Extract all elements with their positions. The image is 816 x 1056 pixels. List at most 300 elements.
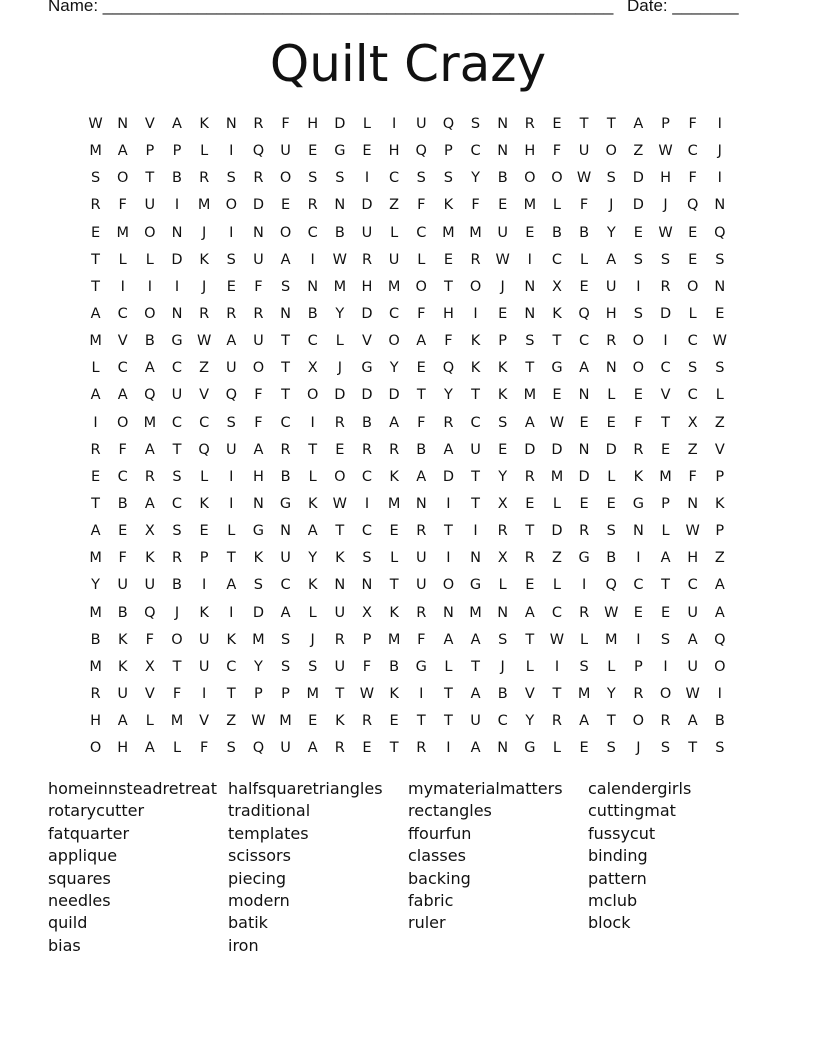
grid-letter: U bbox=[198, 631, 210, 648]
grid-letter: N bbox=[415, 495, 427, 512]
grid-letter: R bbox=[144, 468, 155, 485]
grid-letter: Y bbox=[335, 305, 345, 322]
grid-letter: K bbox=[253, 550, 264, 567]
grid-letter: N bbox=[334, 577, 346, 594]
word-list-item: quild bbox=[48, 913, 88, 933]
grid-letter: G bbox=[361, 360, 373, 377]
grid-letter: T bbox=[335, 523, 345, 540]
grid-letter: E bbox=[443, 251, 453, 268]
grid-letter: T bbox=[443, 523, 453, 540]
grid-letter: N bbox=[714, 278, 726, 295]
grid-letter: I bbox=[229, 143, 234, 160]
grid-letter: X bbox=[144, 523, 155, 540]
grid-letter: W bbox=[576, 170, 592, 187]
grid-letter: S bbox=[498, 631, 508, 648]
grid-letter: U bbox=[198, 658, 210, 675]
grid-letter: O bbox=[686, 278, 699, 295]
grid-letter: C bbox=[497, 713, 508, 730]
grid-letter: Z bbox=[389, 197, 400, 214]
grid-letter: U bbox=[470, 441, 481, 458]
grid-letter: E bbox=[606, 414, 616, 431]
word-list-item: block bbox=[588, 913, 631, 933]
grid-letter: S bbox=[525, 333, 535, 350]
grid-letter: H bbox=[117, 740, 129, 757]
grid-row bbox=[82, 600, 733, 627]
grid-letter: Q bbox=[198, 441, 210, 458]
grid-letter: S bbox=[90, 170, 101, 187]
grid-letter: E bbox=[498, 441, 508, 458]
grid-letter: Y bbox=[606, 685, 616, 702]
grid-letter: A bbox=[144, 441, 155, 458]
grid-letter: D bbox=[632, 197, 644, 214]
grid-letter: S bbox=[280, 658, 291, 675]
grid-letter: I bbox=[120, 278, 125, 295]
grid-letter: F bbox=[688, 116, 697, 132]
grid-letter: L bbox=[552, 740, 561, 757]
grid-letter: T bbox=[172, 441, 182, 458]
grid-letter: J bbox=[717, 143, 722, 160]
grid-letter: N bbox=[171, 305, 183, 322]
grid-letter: L bbox=[688, 305, 697, 322]
grid-letter: V bbox=[524, 685, 535, 702]
grid-letter: R bbox=[416, 604, 427, 621]
grid-letter: M bbox=[89, 604, 102, 621]
grid-letter: T bbox=[525, 631, 535, 648]
grid-letter: I bbox=[364, 495, 370, 512]
grid-letter: C bbox=[361, 523, 373, 540]
grid-letter: K bbox=[117, 658, 128, 675]
grid-letter: Q bbox=[605, 577, 617, 594]
grid-letter: W bbox=[251, 713, 266, 730]
grid-letter: Q bbox=[714, 631, 726, 648]
grid-letter: D bbox=[334, 116, 346, 132]
grid-letter: S bbox=[172, 523, 182, 540]
grid-letter: N bbox=[225, 116, 237, 132]
grid-letter: M bbox=[659, 468, 672, 485]
grid-letter: E bbox=[362, 740, 372, 757]
grid-letter: M bbox=[387, 495, 401, 512]
grid-letter: K bbox=[199, 495, 209, 512]
grid-row bbox=[82, 735, 733, 762]
grid-letter: H bbox=[605, 305, 617, 322]
grid-letter: J bbox=[337, 360, 342, 377]
grid-letter: A bbox=[633, 116, 644, 132]
grid-letter: V bbox=[199, 387, 210, 404]
grid-letter: X bbox=[687, 414, 698, 431]
grid-letter: R bbox=[334, 631, 345, 648]
grid-letter: M bbox=[387, 631, 401, 648]
word-list-item: fatquarter bbox=[48, 823, 130, 843]
grid-letter: S bbox=[226, 170, 236, 187]
grid-letter: A bbox=[524, 604, 535, 621]
grid-letter: P bbox=[362, 631, 372, 648]
grid-letter: C bbox=[226, 658, 237, 675]
grid-letter: E bbox=[362, 143, 372, 160]
grid-letter: N bbox=[280, 305, 291, 322]
grid-letter: O bbox=[117, 170, 129, 187]
grid-letter: O bbox=[415, 278, 427, 295]
word-list-item: rectangles bbox=[408, 801, 492, 821]
word-list-item: ffourfun bbox=[408, 823, 472, 843]
grid-letter: Q bbox=[714, 224, 726, 241]
grid-letter: I bbox=[310, 251, 315, 268]
grid-letter: A bbox=[280, 604, 291, 621]
grid-letter: H bbox=[442, 305, 454, 322]
grid-row bbox=[82, 165, 733, 192]
grid-letter: G bbox=[469, 577, 482, 594]
grid-letter: S bbox=[308, 170, 318, 187]
letter-grid bbox=[82, 111, 733, 762]
word-column bbox=[228, 778, 408, 957]
grid-letter: E bbox=[416, 360, 426, 377]
grid-letter: S bbox=[660, 631, 671, 648]
grid-letter: G bbox=[279, 495, 292, 512]
grid-letter: S bbox=[280, 278, 291, 295]
grid-letter: R bbox=[171, 550, 183, 567]
grid-letter: L bbox=[172, 740, 182, 757]
grid-letter: I bbox=[636, 550, 641, 567]
word-list-item: cuttingmat bbox=[588, 801, 676, 821]
grid-letter: L bbox=[145, 713, 154, 730]
grid-letter: M bbox=[577, 685, 591, 702]
grid-letter: H bbox=[252, 468, 264, 485]
grid-letter: N bbox=[252, 224, 264, 241]
grid-letter: O bbox=[279, 224, 292, 241]
grid-row bbox=[82, 301, 733, 328]
grid-letter: J bbox=[609, 197, 614, 214]
grid-letter: S bbox=[470, 116, 481, 132]
grid-letter: S bbox=[688, 360, 698, 377]
grid-letter: I bbox=[473, 305, 478, 322]
grid-letter: P bbox=[172, 143, 182, 160]
grid-letter: Q bbox=[442, 116, 455, 132]
grid-letter: I bbox=[663, 333, 668, 350]
grid-letter: U bbox=[687, 658, 698, 675]
grid-letter: E bbox=[579, 278, 589, 295]
grid-letter: C bbox=[687, 387, 698, 404]
grid-letter: W bbox=[658, 224, 673, 241]
grid-letter: Z bbox=[714, 550, 725, 567]
grid-letter: K bbox=[497, 360, 508, 377]
grid-letter: I bbox=[717, 116, 722, 132]
grid-letter: E bbox=[498, 305, 508, 322]
grid-letter: K bbox=[389, 468, 399, 485]
grid-letter: R bbox=[90, 685, 101, 702]
grid-letter: O bbox=[171, 631, 183, 648]
word-list-item: fabric bbox=[408, 890, 454, 910]
grid-letter: F bbox=[417, 197, 426, 214]
grid-letter: L bbox=[444, 658, 453, 675]
grid-letter: R bbox=[470, 251, 481, 268]
grid-letter: P bbox=[254, 685, 263, 702]
grid-letter: R bbox=[416, 740, 427, 757]
grid-letter: K bbox=[470, 360, 481, 377]
grid-letter: C bbox=[470, 143, 481, 160]
grid-letter: R bbox=[633, 441, 644, 458]
grid-letter: A bbox=[90, 387, 101, 404]
word-list-item: iron bbox=[228, 935, 259, 955]
grid-letter: I bbox=[446, 550, 451, 567]
grid-letter: A bbox=[117, 143, 128, 160]
grid-letter: R bbox=[443, 414, 454, 431]
grid-letter: A bbox=[90, 305, 101, 322]
word-list-item: backing bbox=[408, 868, 471, 888]
grid-letter: D bbox=[578, 468, 590, 485]
grid-letter: A bbox=[280, 251, 291, 268]
grid-letter: L bbox=[498, 577, 507, 594]
grid-letter: O bbox=[117, 414, 129, 431]
grid-row bbox=[82, 572, 733, 599]
grid-letter: N bbox=[470, 550, 481, 567]
grid-letter: T bbox=[91, 278, 100, 295]
grid-letter: F bbox=[172, 685, 182, 702]
grid-letter: C bbox=[551, 251, 563, 268]
grid-letter: C bbox=[171, 360, 183, 377]
grid-letter: R bbox=[334, 740, 345, 757]
grid-letter: T bbox=[335, 685, 345, 702]
grid-letter: R bbox=[361, 251, 373, 268]
grid-letter: F bbox=[579, 197, 589, 214]
grid-letter: M bbox=[550, 468, 564, 485]
grid-row bbox=[82, 247, 733, 274]
grid-letter: A bbox=[226, 333, 237, 350]
grid-letter: R bbox=[606, 333, 617, 350]
grid-letter: U bbox=[144, 197, 156, 214]
grid-letter: O bbox=[551, 170, 563, 187]
grid-letter: B bbox=[714, 713, 725, 730]
grid-letter: B bbox=[280, 468, 291, 485]
grid-letter: T bbox=[443, 278, 453, 295]
grid-letter: F bbox=[471, 197, 480, 214]
grid-letter: P bbox=[281, 685, 290, 702]
grid-letter: Y bbox=[606, 224, 616, 241]
grid-letter: W bbox=[658, 143, 673, 160]
grid-letter: A bbox=[117, 387, 128, 404]
grid-letter: C bbox=[687, 577, 698, 594]
grid-letter: W bbox=[685, 523, 700, 540]
grid-letter: R bbox=[253, 116, 264, 132]
grid-letter: C bbox=[307, 224, 318, 241]
grid-letter: X bbox=[497, 495, 508, 512]
grid-letter: M bbox=[170, 713, 184, 730]
word-list-item: traditional bbox=[228, 801, 311, 821]
grid-letter: K bbox=[389, 685, 399, 702]
grid-letter: C bbox=[389, 170, 400, 187]
grid-letter: D bbox=[361, 197, 373, 214]
grid-letter: A bbox=[714, 604, 725, 621]
grid-letter: L bbox=[661, 523, 670, 540]
grid-letter: D bbox=[551, 523, 563, 540]
grid-letter: R bbox=[524, 116, 535, 132]
grid-letter: I bbox=[473, 523, 478, 540]
grid-letter: Z bbox=[714, 414, 725, 431]
grid-letter: L bbox=[308, 468, 317, 485]
grid-letter: U bbox=[280, 740, 291, 757]
grid-letter: V bbox=[117, 333, 128, 350]
grid-letter: B bbox=[497, 170, 508, 187]
grid-letter: L bbox=[607, 387, 616, 404]
grid-letter: T bbox=[172, 658, 182, 675]
grid-letter: T bbox=[281, 360, 290, 377]
grid-letter: I bbox=[229, 468, 234, 485]
word-list bbox=[48, 778, 768, 957]
grid-letter: E bbox=[660, 604, 671, 621]
grid-letter: G bbox=[551, 360, 563, 377]
grid-letter: A bbox=[226, 577, 237, 594]
grid-letter: L bbox=[200, 468, 209, 485]
grid-letter: V bbox=[714, 441, 725, 458]
grid-letter: K bbox=[335, 713, 345, 730]
grid-letter: N bbox=[497, 604, 509, 621]
grid-letter: Q bbox=[225, 387, 237, 404]
grid-letter: Z bbox=[633, 143, 644, 160]
grid-letter: T bbox=[308, 441, 318, 458]
grid-letter: L bbox=[607, 468, 616, 485]
grid-letter: I bbox=[229, 495, 234, 512]
grid-letter: E bbox=[335, 441, 345, 458]
grid-letter: L bbox=[362, 116, 372, 132]
grid-letter: S bbox=[660, 740, 671, 757]
grid-letter: D bbox=[252, 197, 264, 214]
page-title: Quilt Crazy bbox=[269, 35, 547, 93]
grid-letter: M bbox=[442, 224, 455, 241]
grid-letter: A bbox=[470, 740, 481, 757]
grid-letter: K bbox=[307, 495, 318, 512]
grid-letter: B bbox=[117, 495, 128, 512]
grid-letter: C bbox=[171, 414, 183, 431]
grid-letter: R bbox=[497, 523, 508, 540]
grid-letter: L bbox=[607, 658, 616, 675]
grid-letter: E bbox=[552, 387, 562, 404]
grid-letter: C bbox=[687, 333, 698, 350]
grid-letter: C bbox=[280, 577, 291, 594]
grid-letter: B bbox=[117, 604, 128, 621]
grid-letter: F bbox=[417, 631, 426, 648]
grid-letter: R bbox=[660, 278, 671, 295]
grid-letter: I bbox=[310, 414, 315, 431]
grid-row bbox=[82, 627, 733, 654]
grid-letter: T bbox=[579, 116, 589, 132]
grid-letter: S bbox=[172, 468, 182, 485]
grid-letter: B bbox=[307, 305, 318, 322]
grid-letter: R bbox=[226, 305, 237, 322]
grid-letter: M bbox=[523, 197, 537, 214]
grid-letter: I bbox=[391, 116, 397, 132]
grid-letter: H bbox=[361, 278, 373, 295]
grid-letter: M bbox=[89, 658, 102, 675]
grid-letter: G bbox=[578, 550, 590, 567]
grid-letter: G bbox=[415, 658, 427, 675]
grid-letter: K bbox=[715, 495, 725, 512]
grid-letter: E bbox=[633, 604, 643, 621]
word-column bbox=[588, 778, 768, 957]
grid-letter: I bbox=[663, 658, 668, 675]
word-list-item: applique bbox=[48, 846, 118, 866]
grid-letter: W bbox=[712, 333, 727, 350]
grid-letter: S bbox=[715, 251, 725, 268]
grid-letter: V bbox=[199, 713, 210, 730]
word-list-item: squares bbox=[48, 868, 111, 888]
grid-letter: E bbox=[226, 278, 236, 295]
grid-letter: W bbox=[332, 251, 347, 268]
grid-letter: E bbox=[525, 224, 535, 241]
grid-letter: D bbox=[171, 251, 183, 268]
grid-letter: N bbox=[280, 523, 291, 540]
grid-letter: L bbox=[91, 360, 100, 377]
grid-letter: U bbox=[605, 278, 617, 295]
grid-letter: D bbox=[361, 305, 373, 322]
grid-letter: T bbox=[416, 387, 426, 404]
grid-letter: A bbox=[172, 116, 182, 132]
grid-letter: I bbox=[93, 414, 98, 431]
grid-letter: D bbox=[551, 441, 563, 458]
grid-letter: M bbox=[306, 685, 319, 702]
grid-letter: A bbox=[470, 685, 481, 702]
grid-letter: O bbox=[469, 278, 482, 295]
word-list-item: rotarycutter bbox=[48, 801, 145, 821]
grid-letter: R bbox=[524, 550, 535, 567]
grid-letter: R bbox=[199, 170, 210, 187]
grid-letter: S bbox=[253, 577, 264, 594]
grid-letter: V bbox=[144, 116, 155, 132]
grid-letter: S bbox=[226, 414, 236, 431]
grid-letter: Q bbox=[686, 197, 699, 214]
grid-letter: L bbox=[308, 604, 317, 621]
grid-letter: M bbox=[89, 333, 102, 350]
grid-letter: W bbox=[604, 604, 619, 621]
grid-letter: R bbox=[524, 468, 535, 485]
grid-letter: J bbox=[174, 604, 180, 621]
grid-letter: C bbox=[117, 305, 128, 322]
grid-letter: A bbox=[660, 550, 671, 567]
grid-letter: K bbox=[145, 550, 155, 567]
grid-letter: A bbox=[144, 740, 155, 757]
grid-letter: D bbox=[605, 441, 617, 458]
grid-letter: J bbox=[310, 631, 315, 648]
grid-letter: B bbox=[579, 224, 590, 241]
grid-letter: A bbox=[443, 631, 454, 648]
grid-letter: S bbox=[335, 170, 345, 187]
grid-letter: U bbox=[225, 441, 237, 458]
grid-row bbox=[82, 410, 733, 437]
grid-letter: N bbox=[714, 197, 726, 214]
grid-letter: U bbox=[334, 658, 346, 675]
grid-letter: G bbox=[334, 143, 346, 160]
grid-letter: H bbox=[687, 550, 699, 567]
word-list-item: classes bbox=[408, 846, 466, 866]
grid-letter: M bbox=[523, 387, 537, 404]
grid-letter: I bbox=[201, 685, 207, 702]
grid-letter: R bbox=[633, 685, 644, 702]
grid-letter: X bbox=[497, 550, 508, 567]
grid-letter: R bbox=[416, 523, 427, 540]
grid-letter: O bbox=[388, 333, 400, 350]
grid-letter: N bbox=[687, 495, 699, 512]
grid-letter: O bbox=[89, 740, 102, 757]
grid-letter: U bbox=[334, 604, 346, 621]
grid-letter: M bbox=[387, 278, 401, 295]
word-list-item: binding bbox=[588, 846, 648, 866]
grid-letter: F bbox=[145, 631, 155, 648]
grid-letter: F bbox=[118, 197, 127, 214]
grid-letter: B bbox=[606, 550, 617, 567]
grid-row bbox=[82, 491, 733, 518]
grid-letter: E bbox=[90, 468, 101, 485]
grid-letter: N bbox=[605, 360, 617, 377]
grid-letter: T bbox=[688, 740, 698, 757]
grid-letter: A bbox=[389, 414, 400, 431]
grid-letter: C bbox=[171, 495, 183, 512]
